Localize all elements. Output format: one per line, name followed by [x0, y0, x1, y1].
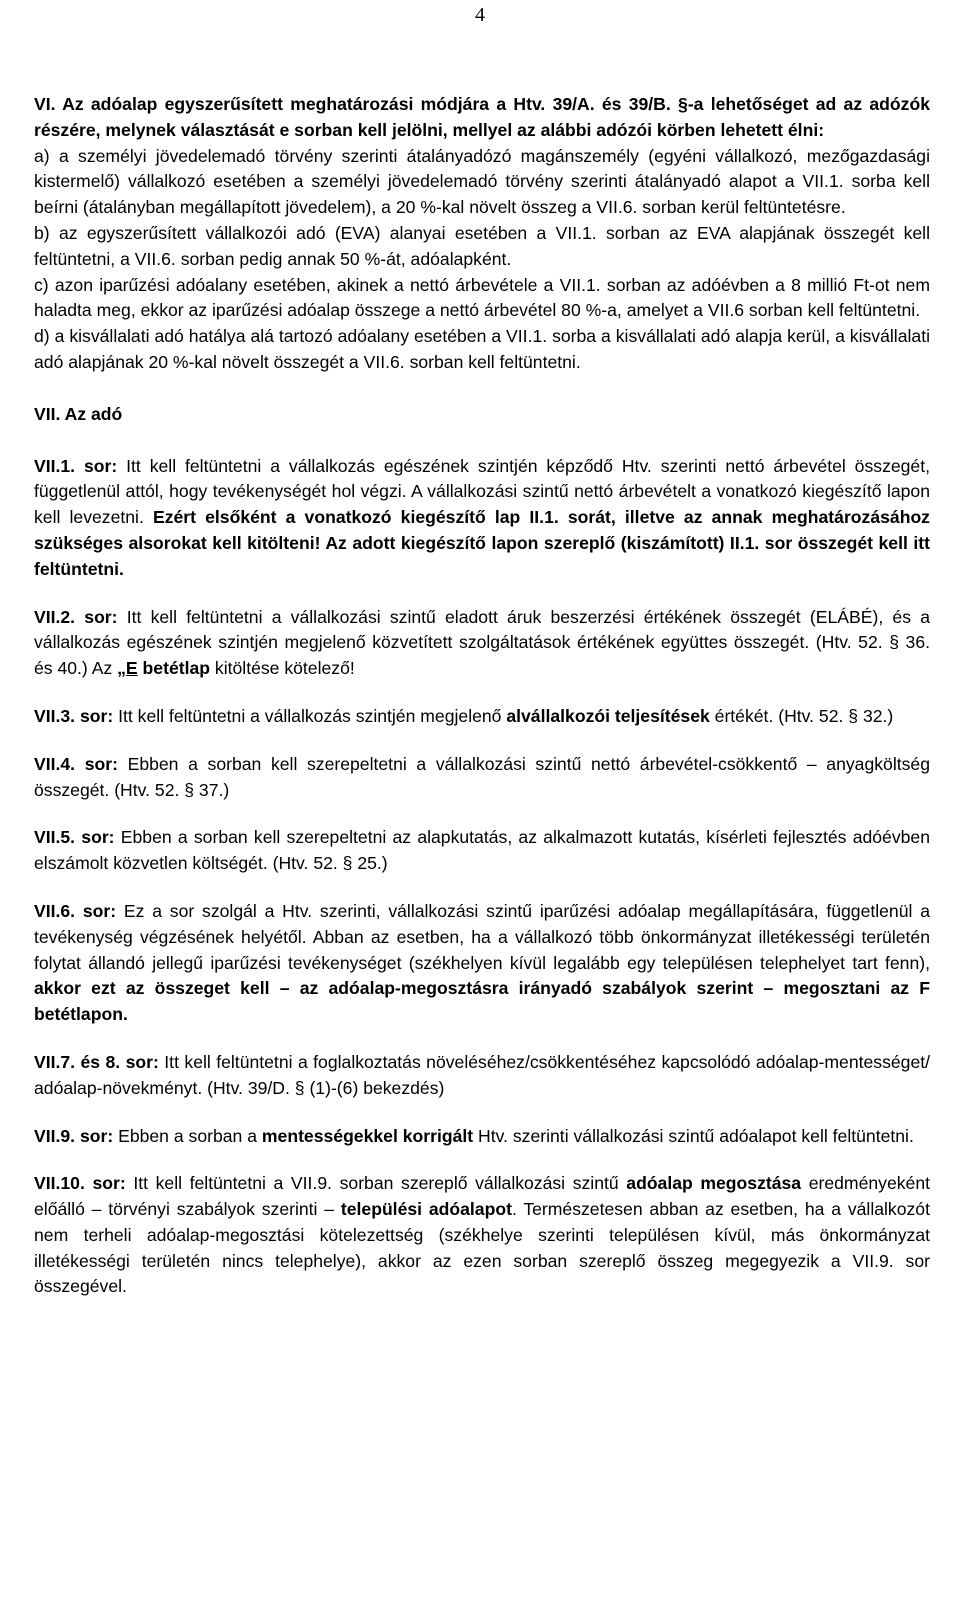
page-number: 4: [475, 4, 485, 26]
section-vi-item-d: d) a kisvállalati adó hatálya alá tartozó adóalany esetében a VII.1. sorba a kisvállalati adó alapja kerül, a kisvállalati adó alapjának 20 %-kal növelt összegét a VII.6. sorban kell feltüntetni.: [34, 326, 930, 372]
row-vii-3: VII.3. sor: Itt kell feltüntetni a vállalkozás szintjén megjelenő alvállalkozói teljesítések értékét. (Htv. 52. § 32.): [34, 705, 894, 726]
row-vii-9: VII.9. sor: Ebben a sorban a mentességekkel korrigált Htv. szerinti vállalkozási szintű adóalapot kell feltüntetni.: [34, 1125, 914, 1146]
row-vii-2: VII.2. sor: Itt kell feltüntetni a vállalkozási szintű eladott áruk beszerzési értékének összegét (ELÁBÉ), és a vállalkozás egészének szintjén megjelenő közvetített szolgáltatások értékének együttes összegét. (Htv. 52. § 36. és 40.) Az „E betétlap kitöltése kötelező!: [34, 606, 930, 679]
row-vii-7-8: VII.7. és 8. sor: Itt kell feltüntetni a foglalkoztatás növeléséhez/csökkentéséhez kapcsolódó adóalap-mentességet/ adóalap-növekményt. (Htv. 39/D. § (1)-(6) bekezdés): [34, 1051, 931, 1098]
section-vi-item-c: c) azon iparűzési adóalany esetében, akinek a nettó árbevétele a VII.1. sorban az adóévben a 8 millió Ft-ot nem haladta meg, ekkor az iparűzési adóalap összege a nettó árbevétel 80 %-a, amelyet a VII.6 sorban kell feltüntetni.: [34, 274, 930, 321]
section-vi-item-a: a) a személyi jövedelemadó törvény szerinti átalányadózó magánszemély (egyéni vállalkozó, mezőgazdasági kistermelő) vállalkozó esetében a személyi jövedelemadó törvény szerinti átalányadó alapot a VII.1. sorba kell beírni (átalányban megállapított jövedelem), a 20 %-kal növelt összeg a VII.6. sorban kerül feltüntetésre.: [34, 145, 930, 218]
row-vii-4: VII.4. sor: Ebben a sorban kell szerepeltetni a vállalkozási szintű nettó árbevétel-csökkentő – anyagköltség összegét. (Htv. 52. § 37.): [34, 753, 930, 800]
document-body: [34, 92, 930, 1300]
row-vii-1: VII.1. sor: Itt kell feltüntetni a vállalkozás egészének szintjén képződő Htv. szerinti nettó árbevétel összegét, függetlenül attól, hogy tevékenységét hol végzi. A vállalkozási szintű nettó árbevételt a vonatkozó kiegészítő lapon kell levezetni. Ezért elsőként a vonatkozó kiegészítő lap II.1. sorát, illetve az annak meghatározásához szükséges alsorokat kell kitölteni! Az adott kiegészítő lapon szereplő (kiszámított) II.1. sor összegét kell itt feltüntetni.: [34, 455, 930, 579]
row-vii-6: VII.6. sor: Ez a sor szolgál a Htv. szerinti, vállalkozási szintű iparűzési adóalap megállapítására, függetlenül a tevékenység végzésének helyétől. Abban az esetben, ha a vállalkozó több önkormányzat illetékességi területén folytat állandó jellegű iparűzési tevékenységet (székhelyen kívül legalább egy településen telephelyet tart fenn), akkor ezt az összeget kell – az adóalap-megosztásra irányadó szabályok szerint – megosztani az F betétlapon.: [34, 900, 930, 1025]
row-vii-5: VII.5. sor: Ebben a sorban kell szerepeltetni az alapkutatás, az alkalmazott kutatás, kísérleti fejlesztés adóévben elszámolt közvetlen költségét. (Htv. 52. § 25.): [34, 827, 930, 874]
section-vii-heading: VII. Az adó: [34, 403, 123, 424]
row-vii-10: VII.10. sor: Itt kell feltüntetni a VII.9. sorban szereplő vállalkozási szintű adóalap megosztása eredményeként előálló – törvényi szabályok szerinti – települési adóalapot. Természetesen abban az esetben, ha a vállalkozót nem terheli adóalap-megosztási kötelezettség (székhelye szerinti településen kívül, más önkormányzat illetékességi területén nincs telephelye), akkor az ezen sorban szereplő összeg megegyezik a VII.9. sor összegével.: [34, 1173, 930, 1297]
section-vi-intro: VI. Az adóalap egyszerűsített meghatározási módjára a Htv. 39/A. és 39/B. §-a lehetőséget ad az adózók részére, melynek választását e sorban kell jelölni, mellyel az alábbi adózói körben lehetett élni:: [34, 94, 930, 140]
section-vi-item-b: b) az egyszerűsített vállalkozói adó (EVA) alanyai esetében a VII.1. sorban az EVA alapjának összegét kell feltüntetni, a VII.6. sorban pedig annak 50 %-át, adóalapként.: [34, 222, 930, 269]
